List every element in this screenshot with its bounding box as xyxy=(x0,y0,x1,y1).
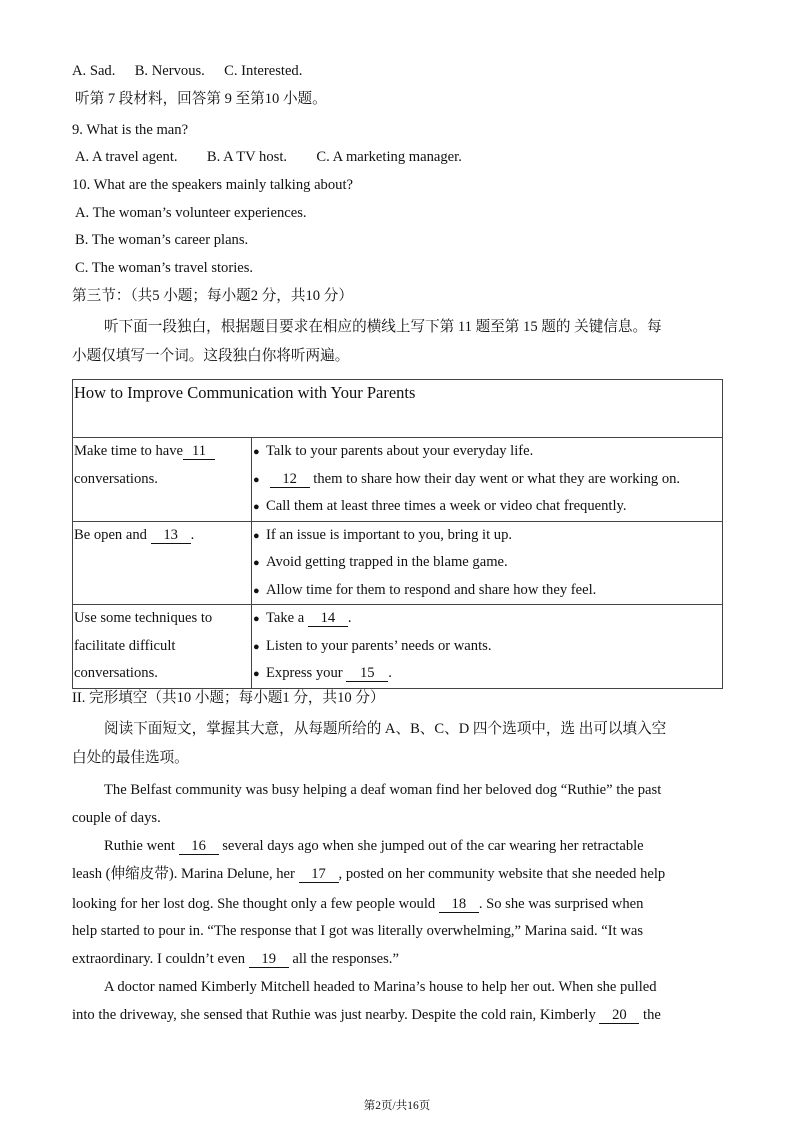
q9-option-c: C. A marketing manager. xyxy=(316,149,462,165)
bullet-icon: ● xyxy=(253,446,260,458)
answer-blank-16[interactable]: 16 xyxy=(179,838,219,855)
table-title: How to Improve Communication with Your Parents xyxy=(73,380,723,438)
passage-text: several days ago when she jumped out of the car wearing her retractable xyxy=(218,838,644,854)
row2-item3: Allow time for them to respond and share how they feel. xyxy=(266,581,597,598)
row2-left-period: . xyxy=(190,526,195,543)
bullet-icon: ● xyxy=(253,613,260,625)
row3-item3: Express your xyxy=(266,665,347,681)
answer-blank-18[interactable]: 18 xyxy=(439,896,479,913)
row2-item1: If an issue is important to you, bring it up. xyxy=(266,526,513,543)
row1-left-text: Make time to have xyxy=(74,443,184,459)
row2-item2: Avoid getting trapped in the blame game. xyxy=(266,554,508,570)
q9-option-b: B. A TV host. xyxy=(206,149,288,165)
answer-blank-13[interactable]: 13 xyxy=(151,527,191,544)
q8-option-a: A. Sad. xyxy=(72,63,116,79)
row3-left-cell xyxy=(73,605,252,689)
q10-option-b: B. The woman’s career plans. xyxy=(75,232,249,248)
table-row xyxy=(73,438,723,522)
passage-text: all the responses.” xyxy=(288,951,399,967)
q9-options xyxy=(75,148,462,166)
table-row xyxy=(73,521,723,605)
passage-p1-line2: couple of days. xyxy=(72,810,161,826)
part2-heading: II. 完形填空（共10 小题；每小题1 分，共10 分） xyxy=(72,690,385,706)
bullet-icon: ● xyxy=(253,529,260,542)
q8-option-b: B. Nervous. xyxy=(134,63,205,79)
passage-text: , posted on her community website that she needed help xyxy=(338,866,666,882)
answer-blank-17[interactable]: 17 xyxy=(299,866,339,883)
page-number: 第2页/共16页 xyxy=(363,1100,431,1112)
row1-item2: them to share how their day went or what they are working on. xyxy=(309,470,681,487)
row1-item3: Call them at least three times a week or video chat frequently. xyxy=(266,498,627,514)
answer-blank-20[interactable]: 20 xyxy=(599,1007,639,1024)
q8-option-c: C. Interested. xyxy=(224,63,303,79)
section3-instruction-line1: 听下面一段独白，根据题目要求在相应的横线上写下第 11 题至第 15 题的 关键信息。每 xyxy=(104,319,662,335)
q9-question: 9. What is the man? xyxy=(72,122,189,138)
row3-item1-period: . xyxy=(347,610,352,626)
q10-option-c: C. The woman’s travel stories. xyxy=(75,260,254,276)
passage-p2-line3 xyxy=(72,895,643,913)
section3-heading: 第三节：（共5 小题；每小题2 分，共10 分） xyxy=(72,288,353,304)
passage-p2-line2 xyxy=(72,865,665,883)
row3-item2: Listen to your parents’ needs or wants. xyxy=(266,637,492,654)
answer-blank-11[interactable]: 11 xyxy=(183,443,215,460)
row3-left-text-3: conversations. xyxy=(74,665,158,681)
passage-text: looking for her lost dog. She thought only a few people would xyxy=(72,896,439,912)
bullet-icon: ● xyxy=(253,584,260,597)
passage-p2-line1 xyxy=(104,837,644,855)
passage-p3-line1: A doctor named Kimberly Mitchell headed to Marina’s house to help her out. When she pulled xyxy=(104,979,657,995)
row1-left-cell xyxy=(73,438,252,522)
row3-item3-period: . xyxy=(388,665,392,681)
row3-left-text-1: Use some techniques to xyxy=(74,610,213,626)
passage-text: . So she was surprised when xyxy=(478,896,644,912)
answer-blank-19[interactable]: 19 xyxy=(249,951,289,968)
communication-table xyxy=(72,379,723,689)
answer-blank-14[interactable]: 14 xyxy=(308,610,348,627)
section3-instruction-line2: 小题仅填写一个词。这段独白你将听两遍。 xyxy=(72,348,350,364)
row2-left-text: Be open and xyxy=(74,526,151,543)
row1-left-text-2: conversations. xyxy=(74,470,158,487)
row1-item1: Talk to your parents about your everyday life. xyxy=(266,443,534,459)
answer-blank-12[interactable]: 12 xyxy=(270,471,310,488)
table-row xyxy=(73,605,723,689)
part2-instruction-line1: 阅读下面短文，掌握其大意，从每题所给的 A、B、C、D 四个选项中，选 出可以填入空 xyxy=(104,721,667,737)
bullet-icon: ● xyxy=(253,501,260,513)
part2-instruction-line2: 白处的最佳选项。 xyxy=(72,750,189,766)
q10-option-a: A. The woman’s volunteer experiences. xyxy=(75,205,307,221)
passage-p3-line2 xyxy=(72,1006,661,1024)
passage-text: leash (伸缩皮带). Marina Delune, her xyxy=(72,866,299,882)
bullet-icon: ● xyxy=(253,557,260,569)
row2-left-cell xyxy=(73,521,252,605)
row3-item1: Take a xyxy=(266,610,308,626)
bullet-icon: ● xyxy=(253,640,260,653)
passage-p2-line5 xyxy=(72,950,399,968)
passage-p1-line1: The Belfast community was busy helping a deaf woman find her beloved dog “Ruthie” the past xyxy=(104,782,662,798)
bullet-icon: ● xyxy=(253,473,260,486)
row2-right-cell xyxy=(252,521,723,605)
passage-text: extraordinary. I couldn’t even xyxy=(72,951,249,967)
passage-text: the xyxy=(639,1007,661,1023)
bullet-icon: ● xyxy=(253,668,260,680)
q10-question: 10. What are the speakers mainly talking about? xyxy=(72,177,353,193)
row1-right-cell xyxy=(252,438,723,522)
passage-text: Ruthie went xyxy=(104,838,179,854)
row3-right-cell xyxy=(252,605,723,689)
row3-left-text-2: facilitate difficult xyxy=(74,637,176,654)
q8-options xyxy=(72,62,302,80)
passage7-instruction: 听第 7 段材料，回答第 9 至第10 小题。 xyxy=(75,91,327,107)
passage-p2-line4: help started to pour in. “The response that I got was literally overwhelming,” Marina said. “It was xyxy=(72,923,644,939)
q9-option-a: A. A travel agent. xyxy=(75,149,178,165)
answer-blank-15[interactable]: 15 xyxy=(346,665,388,682)
passage-text: into the driveway, she sensed that Ruthie was just nearby. Despite the cold rain, Kimberly xyxy=(72,1007,600,1023)
